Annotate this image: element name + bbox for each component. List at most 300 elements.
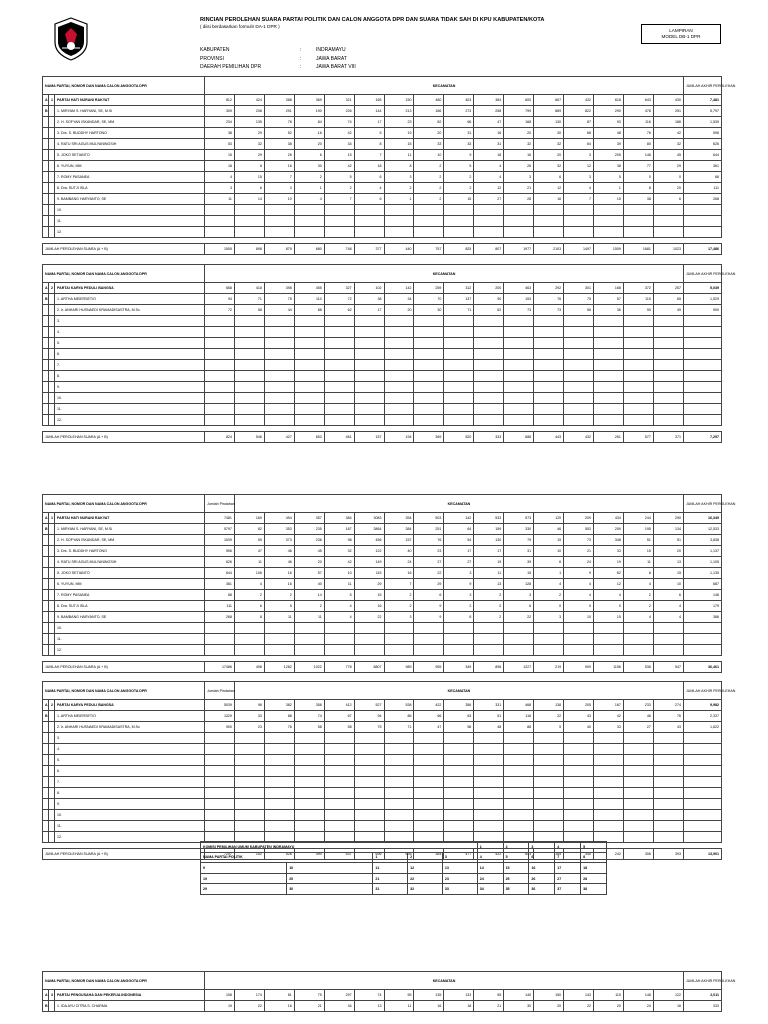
total-vote: 825 (444, 244, 474, 255)
party-vote: 5039 (205, 700, 235, 711)
total-vote: 477 (444, 849, 474, 860)
candidate-vote: 10 (564, 612, 594, 623)
candidate-row (43, 150, 722, 161)
candidate-vote: 205 (594, 150, 624, 161)
total-vote: 349 (444, 662, 474, 673)
candidate-vote: 18 (474, 150, 504, 161)
column-header-kecamatan: KECAMATAN (234, 495, 683, 513)
candidate-vote (264, 777, 294, 788)
row-code: A (43, 700, 49, 711)
candidate-vote (653, 733, 683, 744)
candidate-vote (324, 799, 354, 810)
candidate-row (43, 590, 722, 601)
candidate-vote (623, 338, 653, 349)
candidate-vote (324, 645, 354, 656)
candidate-vote (594, 755, 624, 766)
candidate-vote (653, 415, 683, 426)
candidate-vote (474, 371, 504, 382)
candidate-vote: 48 (594, 128, 624, 139)
total-vote: 1681 (623, 244, 653, 255)
candidate-vote: 5 (324, 590, 354, 601)
party-vote: 81 (264, 990, 294, 1001)
candidate-vote (653, 205, 683, 216)
candidate-row (43, 393, 722, 404)
candidate-vote: 68 (684, 172, 722, 183)
candidate-vote: 4 (354, 183, 384, 194)
candidate-vote: 10 (264, 194, 294, 205)
grid-cell: 36 (529, 884, 555, 895)
grid-cell: 16 (529, 863, 555, 874)
row-code: B (43, 294, 49, 305)
candidate-vote: 7 (384, 579, 414, 590)
candidate-vote (264, 316, 294, 327)
candidate-vote: 179 (684, 601, 722, 612)
candidate-vote: 115 (623, 294, 653, 305)
candidate-vote (294, 744, 324, 755)
candidate-vote: 8 (354, 139, 384, 150)
candidate-vote: 12 (564, 161, 594, 172)
party-number: 1 (49, 95, 55, 106)
candidate-vote: 889 (534, 106, 564, 117)
party-vote: 148 (623, 990, 653, 1001)
candidate-vote (294, 227, 324, 238)
grid-cell: 5 (503, 852, 529, 863)
candidate-vote (474, 338, 504, 349)
party-vote: 16,349 (684, 513, 722, 524)
candidate-vote: 71 (234, 294, 264, 305)
candidate-vote: 9 (564, 568, 594, 579)
candidate-vote (324, 623, 354, 634)
candidate-vote (324, 349, 354, 360)
candidate-vote: 12 (534, 183, 564, 194)
candidate-vote (504, 327, 534, 338)
party-vote: 312 (444, 283, 474, 294)
row-code: A (43, 283, 49, 294)
candidate-vote (234, 205, 264, 216)
candidate-vote: 3 (564, 172, 594, 183)
candidate-vote (564, 338, 594, 349)
candidate-vote: 6 (653, 590, 683, 601)
party-row (43, 513, 722, 524)
candidate-vote (354, 327, 384, 338)
candidate-vote (623, 327, 653, 338)
candidate-vote: 56 (564, 305, 594, 316)
candidate-vote: 3 (444, 590, 474, 601)
candidate-vote (324, 338, 354, 349)
party-vote: 358 (294, 700, 324, 711)
candidate-vote (384, 371, 414, 382)
candidate-vote (264, 415, 294, 426)
candidate-vote (384, 227, 414, 238)
party-row (43, 990, 722, 1001)
candidate-vote: 0 (594, 601, 624, 612)
total-row (43, 662, 722, 673)
candidate-vote (594, 810, 624, 821)
grid-cell: 26 (529, 873, 555, 884)
candidate-vote (294, 623, 324, 634)
candidate-vote (205, 645, 235, 656)
candidate-vote (534, 766, 564, 777)
candidate-vote (564, 744, 594, 755)
candidate-vote (205, 371, 235, 382)
candidate-vote (384, 360, 414, 371)
candidate-vote: 26 (504, 161, 534, 172)
candidate-vote: 20 (534, 150, 564, 161)
party-vote: 812 (205, 95, 235, 106)
candidate-vote: 111 (205, 601, 235, 612)
party-vote: 209 (564, 513, 594, 524)
candidate-vote (653, 349, 683, 360)
candidate-vote (414, 371, 444, 382)
candidate-vote (504, 766, 534, 777)
candidate-vote: 14 (294, 590, 324, 601)
row-code: B (43, 711, 49, 722)
candidate-vote (324, 634, 354, 645)
candidate-vote: 2 (414, 194, 444, 205)
candidate-vote (564, 205, 594, 216)
candidate-vote: 116 (504, 711, 534, 722)
candidate-vote: 43 (653, 722, 683, 733)
candidate-vote (414, 788, 444, 799)
candidate-vote (534, 634, 564, 645)
candidate-vote (474, 360, 504, 371)
candidate-vote (474, 205, 504, 216)
candidate-vote: 27 (474, 194, 504, 205)
grid-cell: 19 (201, 873, 287, 884)
candidate-vote (684, 415, 722, 426)
candidate-vote (594, 799, 624, 810)
candidate-name: 1. ARTHA MEIERSETIO (55, 711, 205, 722)
total-vote: 879 (264, 244, 294, 255)
candidate-vote (684, 832, 722, 843)
candidate-vote: 135 (234, 117, 264, 128)
candidate-vote: 2 (294, 601, 324, 612)
total-vote: 1227 (504, 662, 534, 673)
candidate-vote (684, 766, 722, 777)
candidate-name: 12. (55, 415, 205, 426)
candidate-vote: 16 (534, 194, 564, 205)
party-vote: 167 (594, 700, 624, 711)
candidate-vote (623, 404, 653, 415)
candidate-vote (414, 382, 444, 393)
grid-title: KOMISI PEMILIHAN UMUM KABUPATEN INDRAMAYU (201, 842, 478, 853)
party-vote: 5,039 (684, 283, 722, 294)
candidate-vote (623, 205, 653, 216)
candidate-vote: 17 (444, 546, 474, 557)
candidate-vote: 24 (384, 557, 414, 568)
candidate-vote (684, 623, 722, 634)
candidate-vote (444, 623, 474, 634)
grid-cell: 34 (477, 884, 503, 895)
candidate-vote: 20 (653, 546, 683, 557)
candidate-vote: 3 (564, 150, 594, 161)
candidate-vote (384, 788, 414, 799)
candidate-vote (534, 788, 564, 799)
total-vote: 2103 (534, 244, 564, 255)
candidate-vote: 4 (653, 601, 683, 612)
vote-table (42, 494, 736, 673)
total-vote: 898 (234, 244, 264, 255)
candidate-vote (234, 338, 264, 349)
candidate-vote: 71 (384, 722, 414, 733)
candidate-vote (324, 382, 354, 393)
candidate-vote (474, 327, 504, 338)
column-header-jumlah: JUMLAH AKHIR PEROLEHAN (684, 495, 722, 513)
candidate-vote (653, 382, 683, 393)
total-vote: 989 (384, 662, 414, 673)
candidate-vote: 22 (234, 1001, 264, 1012)
candidate-vote (534, 316, 564, 327)
column-header-jumlah: JUMLAH AKHIR PEROLEHAN (684, 682, 722, 700)
candidate-row (43, 205, 722, 216)
party-number: 1 (49, 513, 55, 524)
candidate-vote (594, 316, 624, 327)
candidate-vote (623, 393, 653, 404)
candidate-vote (205, 415, 235, 426)
candidate-vote: 75 (264, 294, 294, 305)
candidate-vote: 98 (324, 535, 354, 546)
party-vote: 468 (504, 700, 534, 711)
total-vote: 498 (234, 662, 264, 673)
candidate-vote (205, 810, 235, 821)
grid-row (201, 863, 607, 874)
candidate-vote: 88 (504, 722, 534, 733)
candidate-vote: 31 (504, 546, 534, 557)
candidate-vote (594, 371, 624, 382)
party-name: PARTAI KARYA PEDULI BANGSA (55, 283, 205, 294)
candidate-row (43, 788, 722, 799)
candidate-vote: 12 (474, 183, 504, 194)
candidate-row (43, 524, 722, 535)
grid-cell: 24 (477, 873, 503, 884)
candidate-vote (324, 777, 354, 788)
candidate-vote (653, 744, 683, 755)
candidate-vote: 51 (623, 535, 653, 546)
candidate-vote: 10 (653, 579, 683, 590)
total-vote: 696 (354, 849, 384, 860)
candidate-vote (205, 733, 235, 744)
candidate-vote (354, 799, 384, 810)
candidate-vote: 3 (384, 172, 414, 183)
party-vote: 430 (653, 95, 683, 106)
candidate-name: 6. (55, 766, 205, 777)
candidate-vote (684, 393, 722, 404)
candidate-vote: 30 (504, 1001, 534, 1012)
candidate-vote: 7 (564, 194, 594, 205)
candidate-row (43, 128, 722, 139)
candidate-vote: 144 (354, 106, 384, 117)
candidate-name: 6. YUYUN, MM (55, 161, 205, 172)
candidate-vote (205, 316, 235, 327)
candidate-name: 1. MIRYAM S. HARYANI, SE, M.Si (55, 524, 205, 535)
candidate-vote: 353 (264, 524, 294, 535)
candidate-vote (623, 623, 653, 634)
candidate-vote: 11 (474, 568, 504, 579)
candidate-name: 9. (55, 382, 205, 393)
total-vote: 490 (294, 849, 324, 860)
candidate-name: 9. (55, 799, 205, 810)
candidate-vote: 73 (564, 535, 594, 546)
candidate-vote (444, 393, 474, 404)
candidate-vote: 15 (594, 612, 624, 623)
candidate-vote (414, 338, 444, 349)
candidate-vote: 361 (205, 579, 235, 590)
candidate-vote (534, 623, 564, 634)
column-header-kecamatan: KECAMATAN (205, 77, 684, 95)
total-vote: 165 (534, 849, 564, 860)
candidate-vote: 46 (264, 557, 294, 568)
total-vote: 1023 (653, 244, 683, 255)
candidate-vote: 86 (384, 711, 414, 722)
candidate-vote: 2 (474, 590, 504, 601)
grid-cell: 4 (555, 842, 581, 853)
candidate-vote (205, 338, 235, 349)
candidate-vote: 42 (324, 161, 354, 172)
candidate-vote (234, 360, 264, 371)
candidate-vote: 6 (653, 194, 683, 205)
candidate-vote: 0 (474, 601, 504, 612)
candidate-vote: 27 (414, 557, 444, 568)
candidate-vote (474, 744, 504, 755)
candidate-row (43, 371, 722, 382)
candidate-vote: 596 (684, 128, 722, 139)
total-vote: 520 (444, 432, 474, 443)
candidate-vote (564, 810, 594, 821)
column-header-jumlah: JUMLAH AKHIR PEROLEHAN (684, 265, 722, 283)
column-header-jumlah: JUMLAH AKHIR PEROLEHAN (684, 972, 722, 990)
candidate-vote (264, 404, 294, 415)
party-vote: 55 (474, 990, 504, 1001)
total-vote: 653 (294, 432, 324, 443)
candidate-vote (564, 316, 594, 327)
candidate-vote: 291 (264, 106, 294, 117)
candidate-vote (504, 382, 534, 393)
candidate-row (43, 294, 722, 305)
party-vote: 573 (504, 513, 534, 524)
candidate-vote: 32 (653, 139, 683, 150)
total-label: JUMLAH PEROLEHAN SUARA (A + B) (43, 849, 205, 860)
party-row (43, 700, 722, 711)
total-vote: 333 (474, 432, 504, 443)
candidate-vote: 67 (324, 711, 354, 722)
candidate-row (43, 106, 722, 117)
candidate-row (43, 777, 722, 788)
candidate-vote (623, 810, 653, 821)
candidate-vote: 596 (205, 546, 235, 557)
column-header-kecamatan: KECAMATAN (205, 265, 684, 283)
candidate-vote (534, 338, 564, 349)
candidate-vote (234, 393, 264, 404)
candidate-vote (205, 216, 235, 227)
grid-cell: 23 (442, 873, 477, 884)
candidate-vote (623, 755, 653, 766)
candidate-vote: 38 (264, 139, 294, 150)
candidate-vote (653, 645, 683, 656)
candidate-vote: 4 (534, 579, 564, 590)
candidate-vote: 19 (205, 1001, 235, 1012)
total-vote: 898 (474, 662, 504, 673)
candidate-vote (504, 821, 534, 832)
vote-table (42, 971, 736, 1012)
candidate-vote (414, 755, 444, 766)
candidate-vote (534, 415, 564, 426)
candidate-vote (234, 316, 264, 327)
candidate-vote: 273 (444, 106, 474, 117)
total-vote: 1505 (205, 244, 235, 255)
party-name: PARTAI HATI NURANI RAKYAT (55, 95, 205, 106)
candidate-vote (653, 338, 683, 349)
candidate-vote: 209 (594, 524, 624, 535)
candidate-vote: 21 (504, 183, 534, 194)
party-number-grid (200, 841, 607, 895)
party-vote: 133 (444, 990, 474, 1001)
candidate-vote (594, 382, 624, 393)
candidate-vote (294, 799, 324, 810)
candidate-vote (324, 415, 354, 426)
candidate-vote (234, 349, 264, 360)
party-vote: 150 (534, 990, 564, 1001)
candidate-vote: 87 (564, 117, 594, 128)
candidate-vote (384, 393, 414, 404)
candidate-vote: 64 (564, 139, 594, 150)
grid-cell: 25 (503, 873, 529, 884)
candidate-vote: 330 (504, 524, 534, 535)
candidate-name: 5. JOKO SETIANTO (55, 150, 205, 161)
candidate-vote: 1,137 (684, 546, 722, 557)
candidate-vote (653, 766, 683, 777)
candidate-vote: 45 (294, 546, 324, 557)
candidate-vote: 190 (294, 106, 324, 117)
candidate-name: 12. (55, 645, 205, 656)
candidate-vote (384, 634, 414, 645)
column-header-name: NAMA PARTAI, NOMOR DAN NAMA CALON ANGGOTA DPR (43, 495, 205, 513)
party-vote: 120 (534, 513, 564, 524)
candidate-vote: 33 (594, 722, 624, 733)
candidate-name: 9. BAMBANG HARYANTO, SE (55, 612, 205, 623)
candidate-vote (474, 415, 504, 426)
candidate-vote (234, 744, 264, 755)
candidate-vote: 644 (684, 150, 722, 161)
party-vote: 321 (324, 95, 354, 106)
party-name: PARTAI KARYA PEDULI BANGSA (55, 700, 205, 711)
candidate-vote (653, 216, 683, 227)
candidate-vote: 33 (414, 139, 444, 150)
candidate-name: 4. (55, 327, 205, 338)
candidate-vote: 22 (504, 612, 534, 623)
candidate-vote (653, 316, 683, 327)
candidate-vote: 31 (444, 128, 474, 139)
candidate-vote: 1539 (205, 535, 235, 546)
candidate-vote: 1 (384, 194, 414, 205)
grid-cell: 21 (373, 873, 408, 884)
candidate-vote: 3 (205, 183, 235, 194)
party-vote: 138 (534, 700, 564, 711)
candidate-vote (594, 349, 624, 360)
candidate-vote: 122 (354, 546, 384, 557)
candidate-vote (444, 415, 474, 426)
total-vote: 427 (264, 432, 294, 443)
candidate-vote (684, 799, 722, 810)
candidate-vote (684, 733, 722, 744)
candidate-name: 11. (55, 404, 205, 415)
candidate-name: 2. H. SOFYAN ISKANDAR, SE, MM (55, 535, 205, 546)
candidate-vote (653, 832, 683, 843)
candidate-vote (534, 744, 564, 755)
candidate-vote (594, 205, 624, 216)
candidate-vote (205, 393, 235, 404)
candidate-vote: 54 (444, 535, 474, 546)
candidate-vote: 94 (205, 294, 235, 305)
